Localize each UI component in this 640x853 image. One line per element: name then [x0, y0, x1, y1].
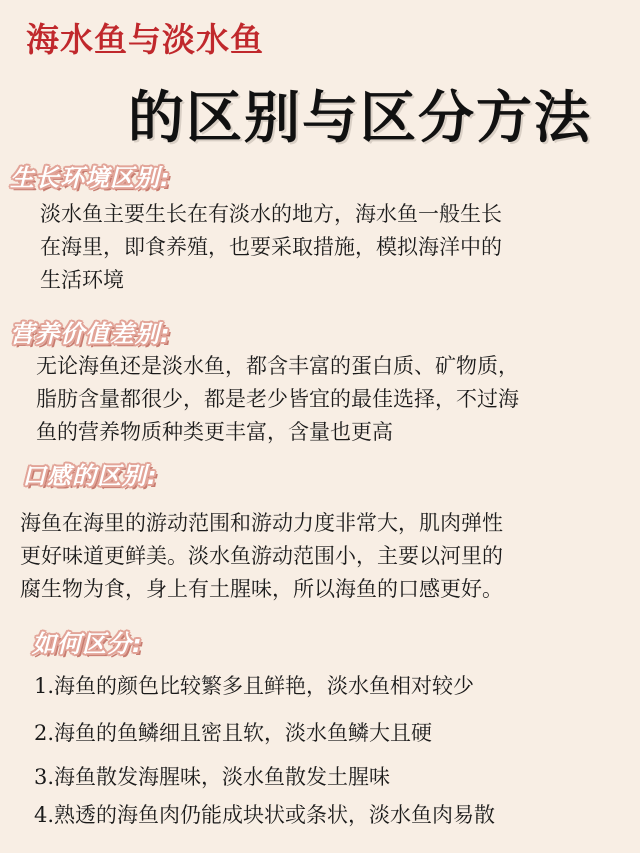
heading-growth-environment: 生长环境区别: [10, 164, 171, 192]
title-line-2: 的区别与区分方法 [128, 85, 592, 151]
title-line-1: 海水鱼与淡水鱼 [26, 20, 264, 59]
paragraph-line: 无论海鱼还是淡水鱼，都含丰富的蛋白质、矿物质， [36, 354, 519, 378]
paragraph-line: 在海里，即食养殖，也要采取措施，模拟海洋中的 [40, 235, 502, 259]
paragraph-growth-environment [40, 198, 502, 297]
paragraph-taste-difference [20, 507, 503, 606]
paragraph-line: 脂肪含量都很少，都是老少皆宜的最佳选择，不过海 [36, 387, 519, 411]
list-item: 3.海鱼散发海腥味，淡水鱼散发土腥味 [34, 765, 391, 789]
paragraph-line: 腐生物为食，身上有土腥味，所以海鱼的口感更好。 [20, 577, 503, 601]
heading-taste-difference: 口感的区别: [22, 462, 158, 490]
paragraph-line: 淡水鱼主要生长在有淡水的地方，海水鱼一般生长 [40, 202, 502, 226]
paragraph-line: 生活环境 [40, 268, 124, 292]
heading-nutrition-value: 营养价值差别: [10, 320, 171, 348]
paragraph-line: 鱼的营养物质种类更丰富，含量也更高 [36, 420, 393, 444]
list-item: 1.海鱼的颜色比较繁多且鲜艳，淡水鱼相对较少 [34, 674, 475, 698]
paragraph-line: 海鱼在海里的游动范围和游动力度非常大，肌肉弹性 [20, 511, 503, 535]
list-item: 4.熟透的海鱼肉仍能成块状或条状，淡水鱼肉易散 [34, 803, 496, 827]
paragraph-nutrition-value [36, 350, 519, 449]
heading-how-to-distinguish: 如何区分: [32, 630, 143, 658]
paragraph-line: 更好味道更鲜美。淡水鱼游动范围小，主要以河里的 [20, 544, 503, 568]
list-item: 2.海鱼的鱼鳞细且密且软，淡水鱼鳞大且硬 [34, 721, 433, 745]
